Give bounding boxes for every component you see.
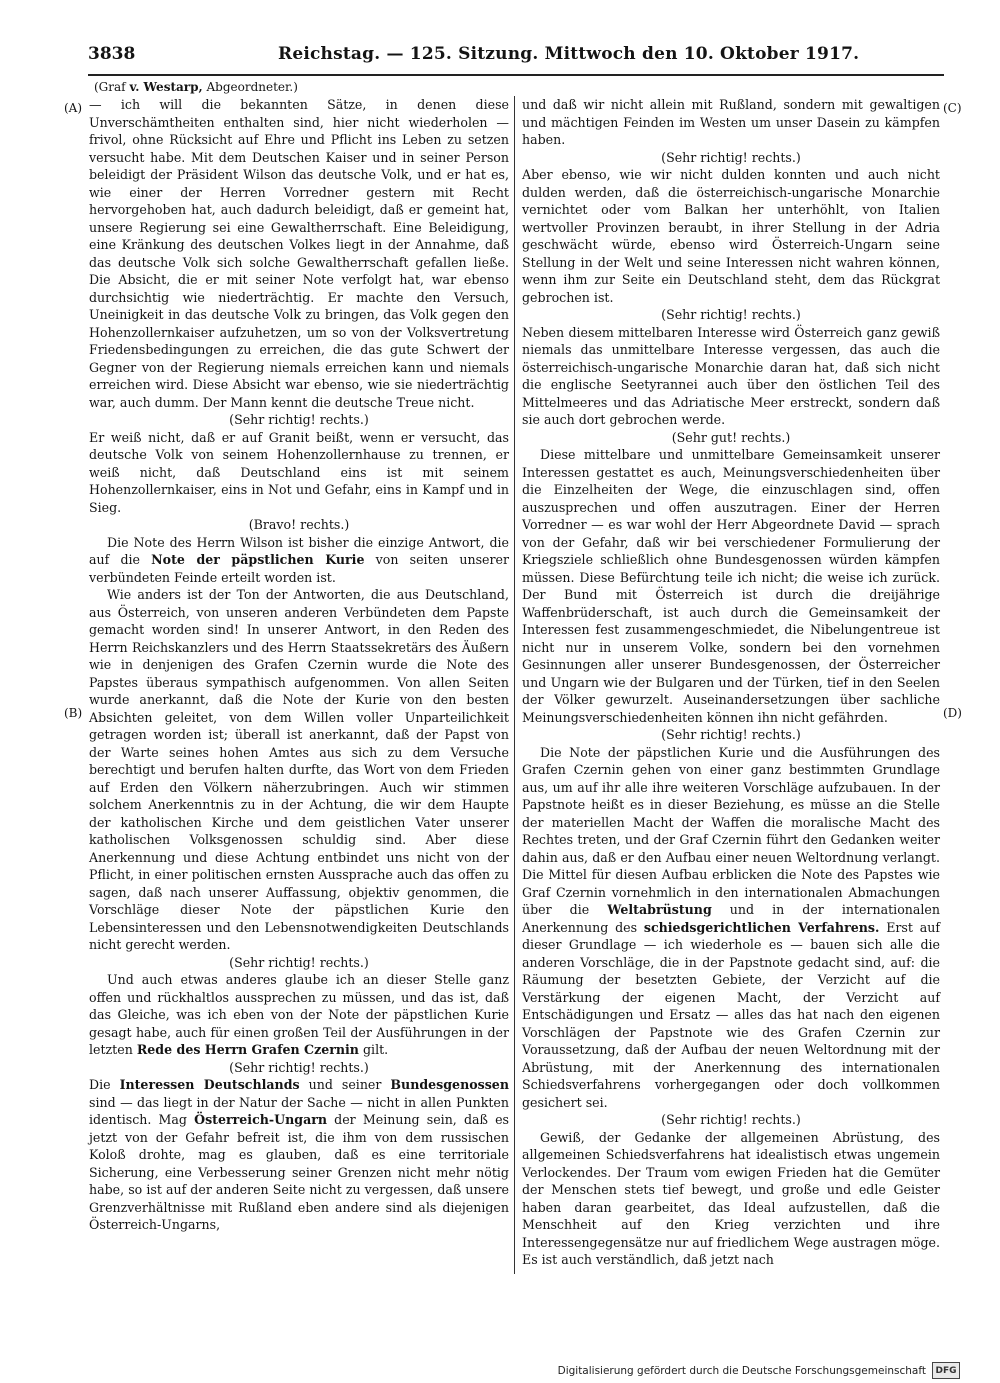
speaker-prefix: (Graf xyxy=(94,80,126,94)
paragraph xyxy=(522,324,940,429)
paragraph-text: Aber ebenso, wie wir nicht dulden konnten und auch nicht dulden werden, daß die österreichisch-ungarische Monarchie vernichtet oder vom Balkan her unterhöhlt, von Italien wertvoller Provinzen beraubt, in ihrer Stellung in der Adria geschwächt würde, ebenso wird Österreich-Ungarn seine Stellung in der Welt und seine Interessen nicht wahren können, wenn ihm zur Seite ein Deutschland steht, dem das Rückgrat gebrochen ist. xyxy=(522,167,940,305)
paragraph-text: gilt. xyxy=(362,1042,389,1057)
left-column xyxy=(89,96,509,1234)
paragraph xyxy=(522,744,940,1112)
emphasis: Interessen Deutschlands xyxy=(119,1077,300,1092)
paragraph xyxy=(89,586,509,954)
header-rule xyxy=(88,74,944,76)
paragraph-text: Und auch etwas anderes glaube ich an dieser Stelle ganz offen und rückhaltlos aussprechen zu müssen, und das ist, daß das Gleiche, was ich eben von der Note der päpstlichen Kurie gesagt habe, auch für einen großen Teil der Ausführungen in der letzten xyxy=(89,972,509,1057)
speaker-role: Abgeordneter.) xyxy=(206,80,298,94)
paragraph xyxy=(522,96,940,149)
paragraph-text: Diese mittelbare und unmittelbare Gemeinsamkeit unserer Interessen gestattet es auch, Meinungsverschiedenheiten über die Einzelheiten der Wege, die einzuschlagen sind, offen auszusprechen und offen auszutragen. Einer der Herren Vorredner — es war wohl der Herr Abgeordnete David — sprach von der Gefahr, daß wir bei verschiedener Formulierung der Kriegsziele schließlich ohne Bundesgenossen würden kämpfen müssen. Diese Befürchtung teile ich nicht; die weise ich zurück. Der Bund mit Österreich ist durch die dreijährige Waffenbrüderschaft, ist auch durch die Gemeinsamkeit der Interessen fest zusammengeschmiedet, die Nibelungentreue ist nicht nur in unserem Volke, sondern bei den vornehmen Gesinnungen aller unserer Bundesgenossen, der Österreicher und Ungarn wie der Bulgaren und der Türken, tief in den Seelen der Völker gewurzelt. Auseinandersetzungen über sachliche Meinungsverschiedenheiten können ihn nicht gefährden. xyxy=(522,447,940,725)
paragraph-text: Die Note der päpstlichen Kurie und die Ausführungen des Grafen Czernin gehen von einer ganz bestimmten Grundlage aus, um auf ihr alle ihre weiteren Vorschläge aufzubauen. In der Papstnote heißt es in dieser Beziehung, es müsse an die Stelle der materiellen Macht der Waffen die moralische Macht des Rechtes treten, und der Graf Czernin führt den Gedanken weiter dahin aus, daß er den Aufbau einer neuen Weltordnung verlangt. Die Mittel für diesen Aufbau erblicken die Note des Papstes wie Graf Czernin vornehmlich in den internationalen Abmachungen über die xyxy=(522,744,940,917)
emphasis: Bundesgenossen xyxy=(390,1077,509,1092)
speaker-line xyxy=(94,80,298,94)
interjection: (Sehr richtig! rechts.) xyxy=(229,954,369,970)
paragraph-text: von seiten unserer verbündeten Feinde erteilt worden ist. xyxy=(89,552,509,585)
paragraph-text: Die Note des Herrn Wilson ist bisher die einzige Antwort, die auf die xyxy=(89,534,509,567)
paragraph xyxy=(89,534,509,587)
paragraph xyxy=(89,96,509,411)
emphasis: Weltabrüstung xyxy=(607,902,712,917)
margin-marker-b: (B) xyxy=(64,706,83,720)
emphasis: Note der päpstlichen Kurie xyxy=(151,552,365,567)
page-header xyxy=(88,44,944,74)
interjection: (Sehr richtig! rechts.) xyxy=(229,1059,369,1075)
margin-marker-a: (A) xyxy=(64,101,83,115)
interjection: (Sehr richtig! rechts.) xyxy=(661,1112,801,1127)
column-divider xyxy=(514,96,515,1274)
paragraph-text: und daß wir nicht allein mit Rußland, sondern mit gewaltigen und mächtigen Feinden im Westen um unser Dasein zu kämpfen haben. xyxy=(522,97,940,147)
paragraph-text: Wie anders ist der Ton der Antworten, die aus Deutschland, aus Österreich, von unseren anderen Verbündeten dem Papste gemacht worden sind! In unserer Antwort, in den Reden des Herrn Reichskanzlers und des Herrn Staatssekretärs des Äußern wie in denjenigen des Grafen Czernin wurde die Note des Papstes überaus sympathisch aufgenommen. Von allen Seiten wurde anerkannt, daß die Note der Kurie von den besten Absichten geleitet, von dem Willen voller Unparteilichkeit getragen worden ist; überall ist anerkannt, daß der Papst von der Warte seines hohen Amtes aus sich zu dem Versuche berechtigt und berufen halten durfte, das Wort von dem Frieden auf Erden den Völkern näherzubringen. Auch wir stimmen solchem Anerkenntnis zu in der Achtung, die wir dem Haupte der katholischen Kirche und dem geistlichen Vater unserer katholischen Volksgenossen schuldig sind. Aber diese Anerkennung und diese Achtung entbindet uns nicht von der Pflicht, in einer politischen ernsten Aussprache auch das offen zu sagen, daß nach unserer Auffassung, objektiv genommen, die Vorschläge dieser Note der päpstlichen Kurie den Lebensinteressen und den Lebensnotwendigkeiten Deutschlands nicht gerecht werden. xyxy=(89,587,509,952)
margin-marker-c: (C) xyxy=(943,101,962,115)
footer-credit: Digitalisierung gefördert durch die Deutsche Forschungsgemeinschaft xyxy=(557,1364,926,1377)
paragraph-text: der Meinung sein, daß es jetzt von der Gefahr befreit ist, die ihm von dem russischen Koloß drohte, mag es glauben, daß es eine territoriale Sicherung, eine Verbesserung seiner Grenzen nicht mehr nötig habe, so ist auf der anderen Seite nicht zu vergessen, daß unsere Grenzverhältnisse mit Rußland eben andere sind als diejenigen Österreich-Ungarns, xyxy=(89,1112,509,1232)
paragraph xyxy=(89,1076,509,1234)
interjection: (Sehr richtig! rechts.) xyxy=(661,727,801,742)
paragraph xyxy=(522,166,940,306)
interjection: (Sehr richtig! rechts.) xyxy=(229,412,369,427)
paragraph-text: Erst auf dieser Grundlage — ich wiederhole es — bauen sich alle die anderen Vorschläge, die in der Papstnote gedacht sind, auf: die Räumung der besetzten Gebiete, der Verzicht auf die Verstärkung der eigenen Macht, der Verzicht auf Entschädigungen und Ersatz — alles das hat nach den eigenen Vorschlägen der Papstnote wie des Grafen Czernin zur Voraussetzung, daß der Aufbau der neuen Weltordnung mit der Abrüstung, mit der Anerkennung des internationalen Schiedsverfahrens vorhergegangen oder doch vollkommen gesichert sei. xyxy=(522,919,941,1110)
paragraph-text: und in der internationalen Anerkennung des xyxy=(522,902,940,935)
paragraph xyxy=(522,446,940,726)
running-head: Reichstag. — 125. Sitzung. Mittwoch den 10. Oktober 1917. xyxy=(278,44,860,64)
right-column xyxy=(522,96,940,1269)
interjection: (Bravo! rechts.) xyxy=(248,517,350,532)
emphasis: Österreich-Ungarn xyxy=(194,1112,328,1127)
margin-marker-d: (D) xyxy=(943,706,962,720)
emphasis: Rede des Herrn Grafen Czernin xyxy=(136,1042,359,1057)
dfg-logo: DFG xyxy=(932,1362,960,1379)
paragraph-text: Gewiß, der Gedanke der allgemeinen Abrüstung, des allgemeinen Schiedsverfahrens hat idealistisch etwas ungemein Verlockendes. Der Traum vom ewigen Frieden hat die Gemüter der Menschen stets tief bewegt, und große und edle Geister haben daran gearbeitet, das Ideal aufzustellen, daß die Menschheit auf den Krieg verzichten und ihre Interessengegensätze nur auf friedlichem Wege austragen möge. Es ist auch verständlich, daß jetzt nach xyxy=(522,1129,940,1267)
paragraph-text: sind — das liegt in der Natur der Sache — nicht in allen Punkten identisch. Mag xyxy=(89,1094,509,1127)
paragraph-text: Die xyxy=(89,1077,111,1092)
paragraph-text: — ich will die bekannten Sätze, in denen diese Unverschämtheiten enthalten sind, hier nicht wiederholen — frivol, ohne Rücksicht auf Ehre und Pflicht ins Leben zu setzen versucht habe. Mit dem Deutschen Kaiser und in seiner Person beleidigt der Präsident Wilson das deutsche Volk, und er hat es, wie einer der Herren Vorredner gestern mit Recht hervorgehoben hat, auch dadurch beleidigt, daß er gemeint hat, unsere Regierung sei eine Gewaltherrschaft. Eine Beleidigung, eine Kränkung des deutschen Volkes liegt in der Annahme, daß das deutsche Volk sich solche Gewaltherrschaft gefallen ließe. Die Absicht, die er mit seiner Note verfolgt hat, war ebenso durchsichtig wie niederträchtig. Er machte den Versuch, Uneinigkeit in das deutsche Volk zu bringen, das Volk gegen den Hohenzollernkaiser aufzuhetzen, um so von der Volksvertretung Friedensbedingungen zu erreichen, die das gute Schwert der Gegner von der Regierung niemals erreichen kann und niemals erreichen wird. Diese Absicht war ebenso, wie sie niederträchtig war, auch dumm. Der Mann kennt die deutsche Treue nicht. xyxy=(89,97,509,410)
interjection: (Sehr gut! rechts.) xyxy=(671,429,791,445)
emphasis: schiedsgerichtlichen Verfahrens. xyxy=(643,919,880,935)
paragraph-text: Er weiß nicht, daß er auf Granit beißt, wenn er versucht, das deutsche Volk von seinem Hohenzollernhause zu trennen, er weiß nicht, daß Deutschland eins ist mit seinem Hohenzollernkaiser, eins in Not und Gefahr, eins in Kampf und in Sieg. xyxy=(89,429,509,515)
paragraph xyxy=(89,971,509,1059)
paragraph-text: und seiner xyxy=(308,1077,382,1092)
footer xyxy=(558,1362,960,1379)
interjection: (Sehr richtig! rechts.) xyxy=(661,149,801,165)
speaker-name: v. Westarp, xyxy=(129,80,203,94)
paragraph xyxy=(522,1129,940,1269)
paragraph-text: Neben diesem mittelbaren Interesse wird Österreich ganz gewiß niemals das unmittelbare Interesse vergessen, das auch die österreichisch-ungarische Monarchie daran hat, daß sich nicht die englische Seetyrannei auch über den östlichen Teil des Mittelmeeres und das Adriatische Meer erstreckt, sondern daß sie auch dort gebrochen werde. xyxy=(522,324,940,427)
page-number: 3838 xyxy=(88,44,136,64)
interjection: (Sehr richtig! rechts.) xyxy=(661,307,801,322)
paragraph xyxy=(89,429,509,517)
